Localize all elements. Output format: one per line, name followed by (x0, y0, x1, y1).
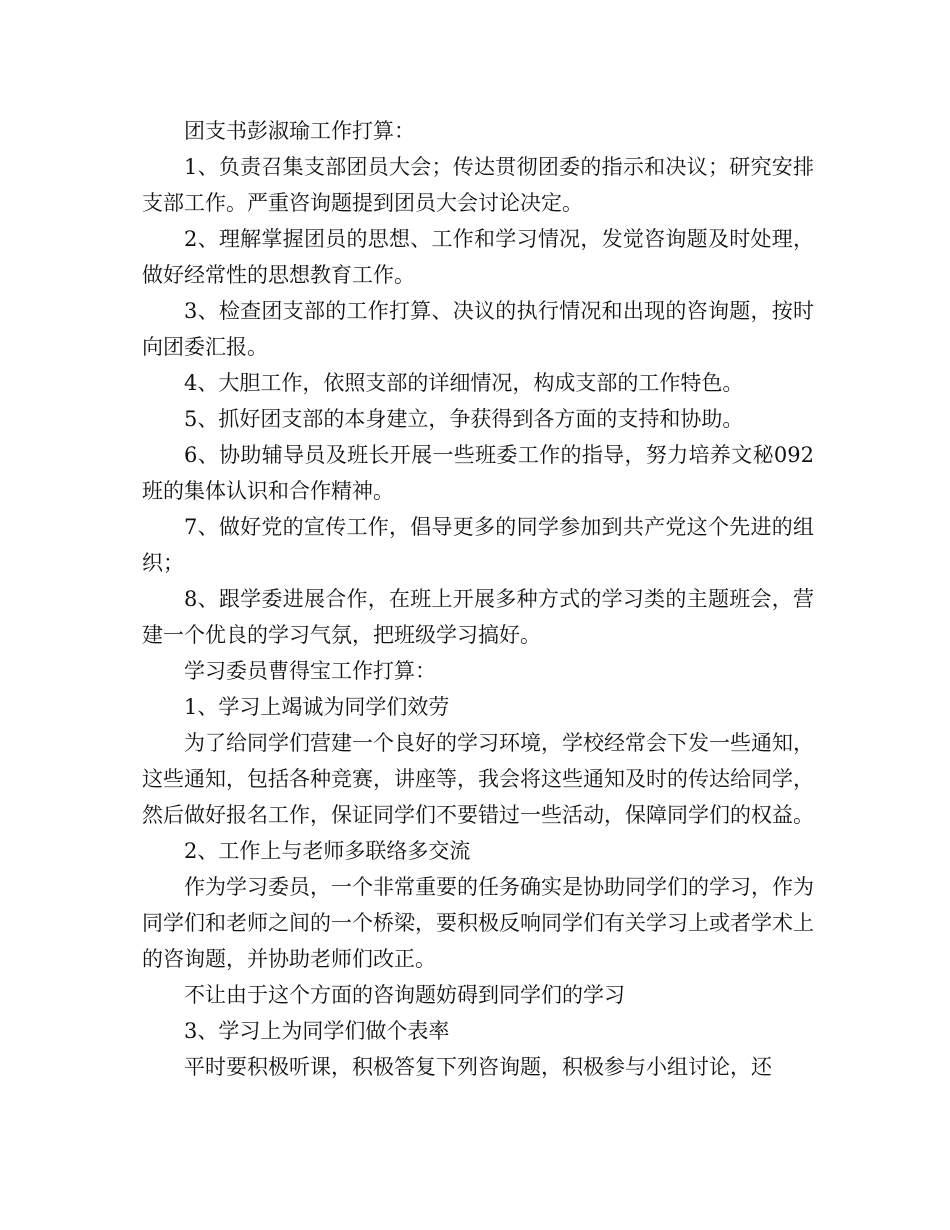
paragraph-no-hindrance: 不让由于这个方面的咨询题妨碍到同学们的学习 (184, 983, 625, 1007)
paragraph-item-5: 5、抓好团支部的本身建立，争获得到各方面的支持和协助。 (184, 407, 744, 431)
paragraph-item-2: 2、理解掌握团员的思想、工作和学习情况，发觉咨询题及时处理，做好经常性的思想教育工作。 (142, 227, 814, 287)
paragraph-item-8: 8、跟学委进展合作，在班上开展多种方式的学习类的主题班会，营建一个优良的学习气氛，把班级学习搞好。 (142, 587, 814, 647)
paragraph-item-1: 1、负责召集支部团员大会；传达贯彻团委的指示和决议；研究安排支部工作。严重咨询题提到团员大会讨论决定。 (142, 155, 814, 215)
heading-league-secretary-plan: 团支书彭淑瑜工作打算： (184, 119, 415, 143)
subheading-role-model: 3、学习上为同学们做个表率 (184, 1019, 450, 1043)
paragraph-study-service: 为了给同学们营建一个良好的学习环境，学校经常会下发一些通知，这些通知，包括各种竞赛，讲座等，我会将这些通知及时的传达给同学，然后做好报名工作，保证同学们不要错过一些活动，保障同学们的权益。 (142, 731, 814, 827)
paragraph-item-4: 4、大胆工作，依照支部的详细情况，构成支部的工作特色。 (184, 371, 744, 395)
subheading-study-service: 1、学习上竭诚为同学们效劳 (184, 695, 450, 719)
paragraph-item-3: 3、检查团支部的工作打算、决议的执行情况和出现的咨询题，按时向团委汇报。 (142, 299, 814, 359)
paragraph-item-6: 6、协助辅导员及班长开展一些班委工作的指导，努力培养文秘092班的集体认识和合作精神。 (142, 443, 814, 503)
heading-study-committee-plan: 学习委员曹得宝工作打算： (184, 659, 436, 683)
paragraph-teacher-communication: 作为学习委员，一个非常重要的任务确实是协助同学们的学习，作为同学们和老师之间的一个桥梁，要积极反响同学们有关学习上或者学术上的咨询题，并协助老师们改正。 (142, 875, 814, 971)
document-body (142, 113, 814, 1085)
paragraph-item-7: 7、做好党的宣传工作，倡导更多的同学参加到共产党这个先进的组织； (142, 515, 814, 575)
paragraph-role-model: 平时要积极听课，积极答复下列咨询题，积极参与小组讨论，还 (184, 1055, 772, 1079)
subheading-teacher-communication: 2、工作上与老师多联络多交流 (184, 839, 471, 863)
